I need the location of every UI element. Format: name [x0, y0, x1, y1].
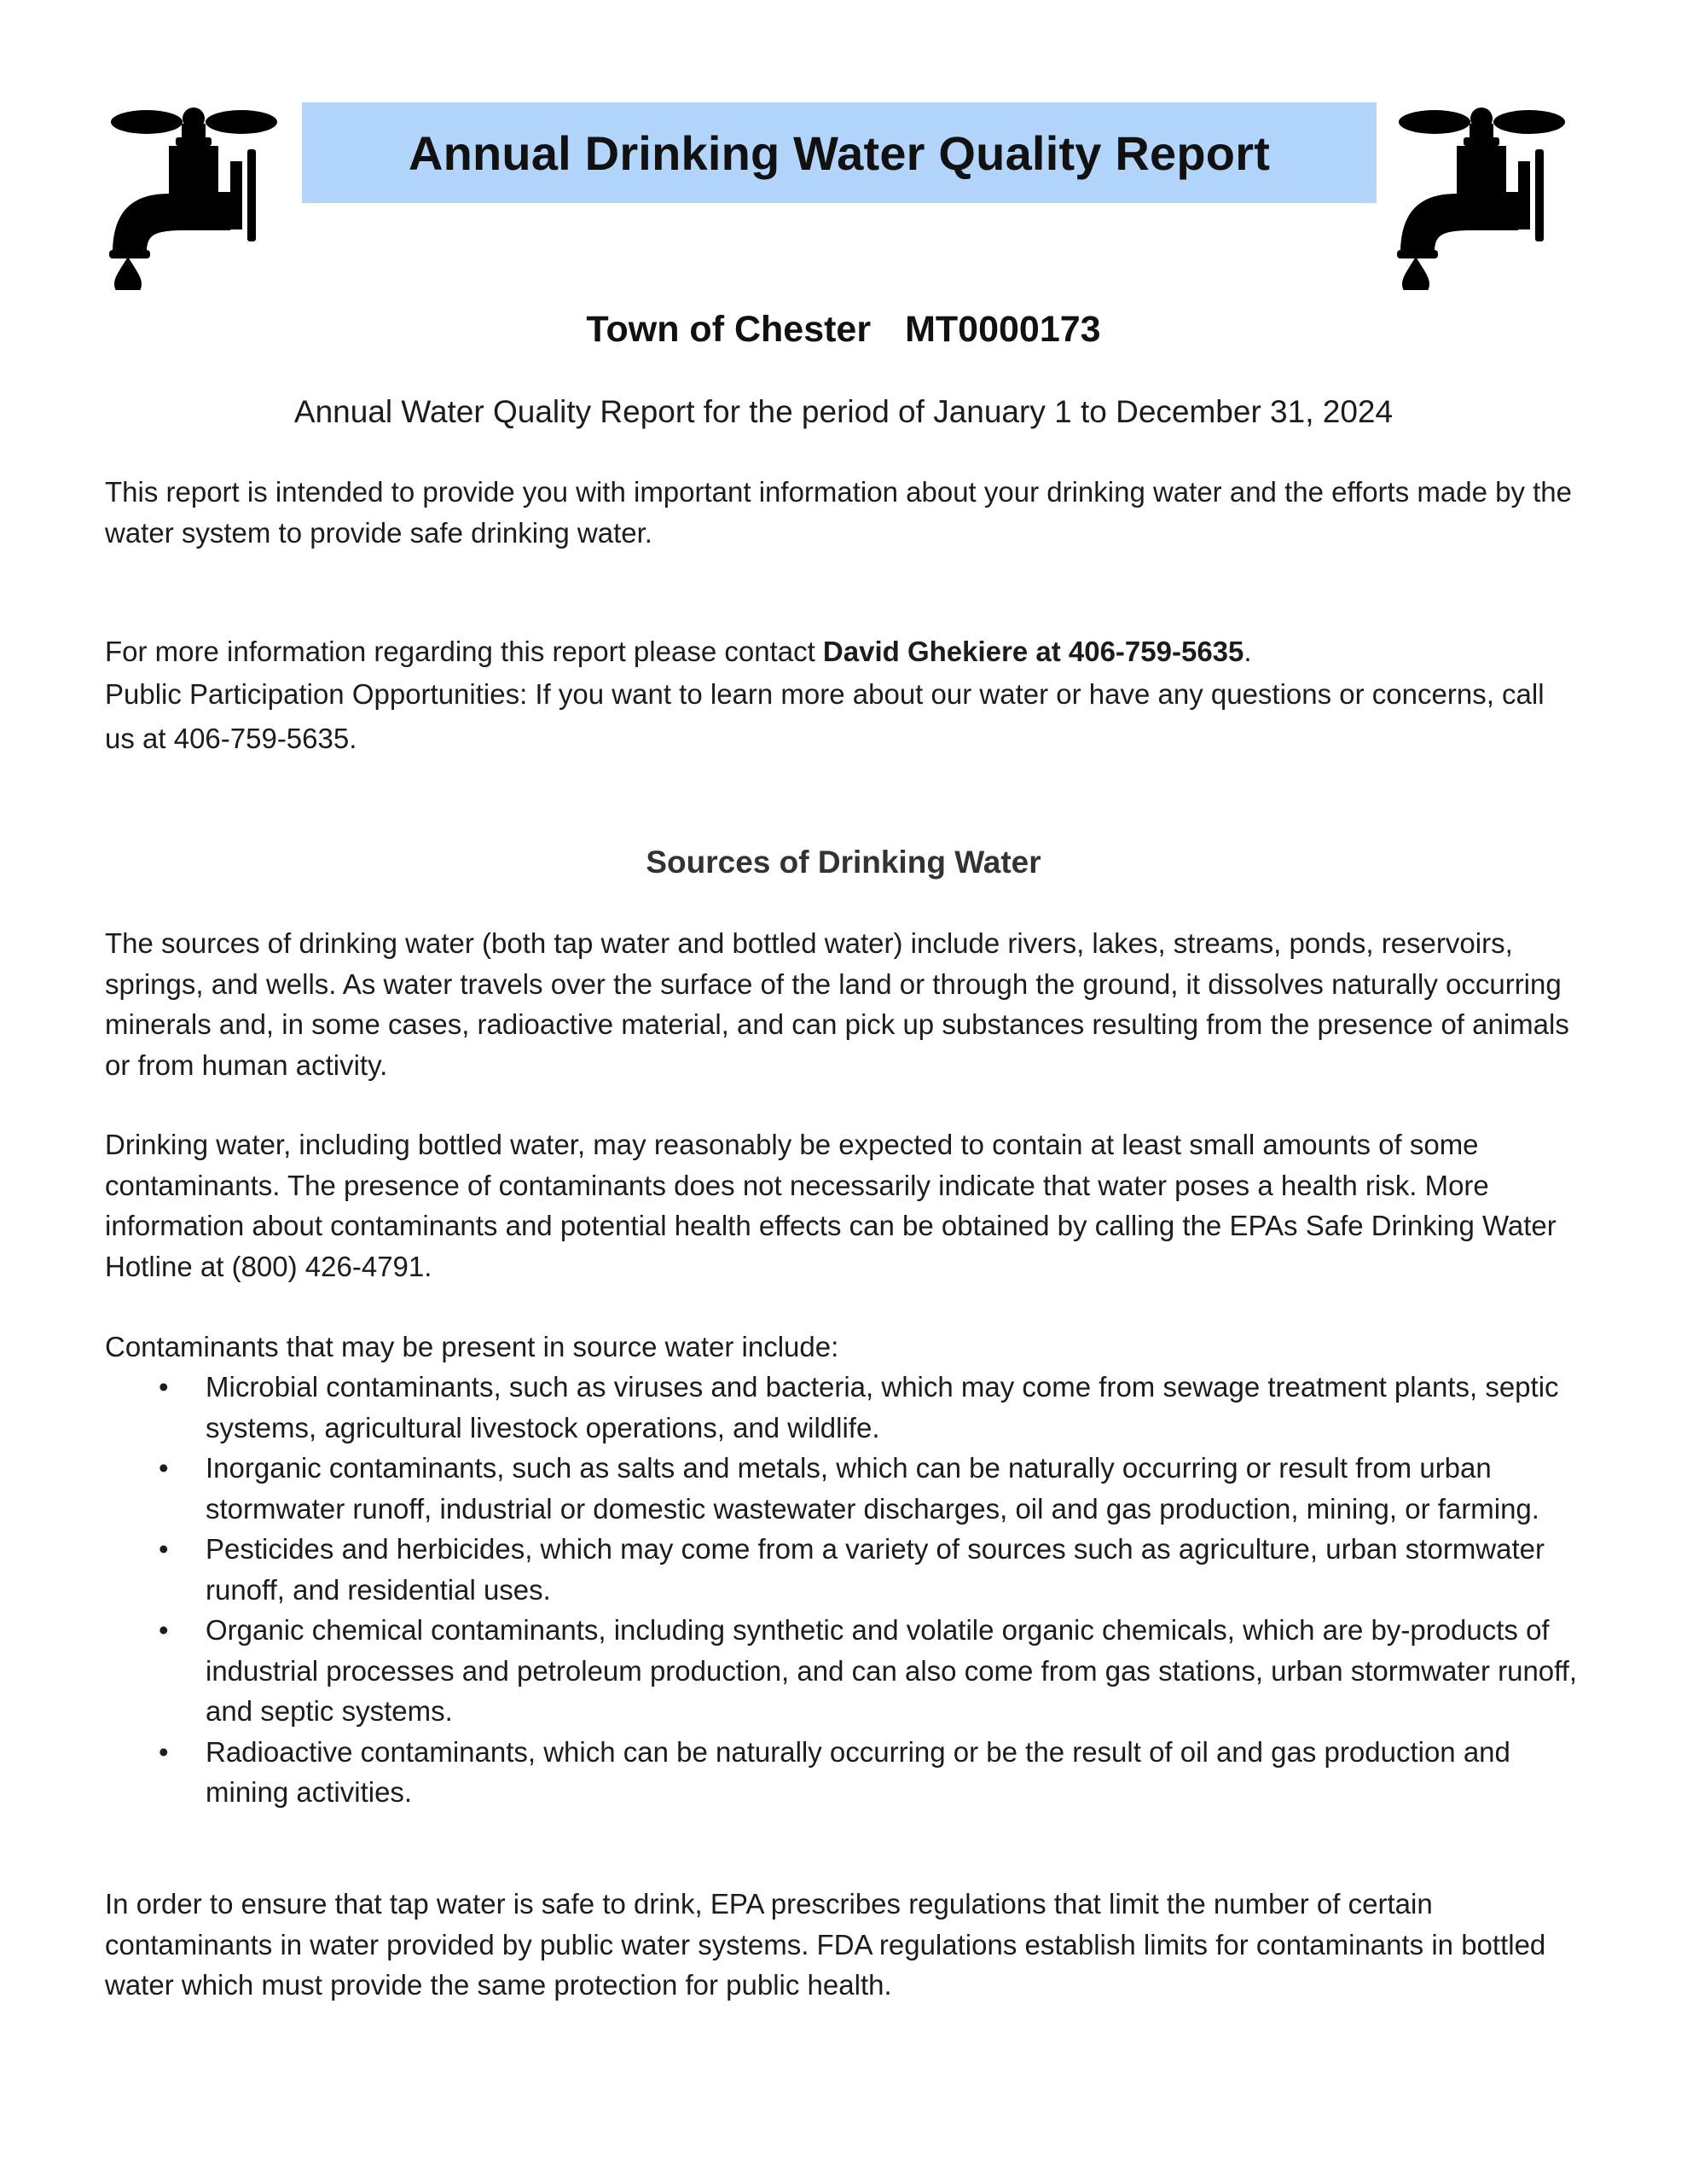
system-id: MT0000173	[905, 309, 1101, 350]
contact-prefix: For more information regarding this report please contact	[105, 636, 823, 667]
list-item-text: Organic chemical contaminants, including synthetic and volatile organic chemicals, which are by-products of industrial processes and petroleum production, and can also come from gas stations, urban stormwater runoff, and septic systems.	[206, 1614, 1578, 1727]
bullet: •	[159, 1614, 169, 1646]
list-item-text: Pesticides and herbicides, which may come from a variety of sources such as agriculture, urban stormwater runoff, and residential uses.	[206, 1533, 1545, 1606]
water-system-line	[0, 309, 1687, 351]
sources-heading: Sources of Drinking Water	[646, 845, 1041, 880]
participation-paragraph: Public Participation Opportunities: If you want to learn more about our water or have any questions or concerns, call us at 406-759-5635.	[105, 678, 1545, 754]
report-period: Annual Water Quality Report for the period of January 1 to December 31, 2024	[293, 394, 1394, 429]
contact-suffix: .	[1244, 636, 1252, 667]
report-title: Annual Drinking Water Quality Report	[408, 125, 1271, 180]
contact-paragraph	[105, 631, 1580, 672]
faucet-icon	[102, 98, 286, 290]
intro-paragraph: This report is intended to provide you with important information about your drinking water and the efforts made by the water system to provide safe drinking water.	[105, 476, 1572, 549]
list-item-text: Inorganic contaminants, such as salts and metals, which can be naturally occurring or result from urban stormwater runoff, industrial or domestic wastewater discharges, oil and gas production, mining, or farming.	[206, 1452, 1539, 1525]
bullet: •	[159, 1452, 169, 1484]
sources-paragraph-2: Drinking water, including bottled water, may reasonably be expected to contain at least small amounts of some contaminants. The presence of contaminants does not necessarily indicate that water poses a health risk. More information about contaminants and potential health effects can be obtained by calling the EPAs Safe Drinking Water Hotline at (800) 426-4791.	[105, 1129, 1557, 1282]
list-item	[105, 1610, 1589, 1732]
bullet: •	[159, 1533, 169, 1565]
list-item	[105, 1732, 1589, 1813]
contaminants-list	[105, 1367, 1589, 1813]
sources-paragraph-1: The sources of drinking water (both tap water and bottled water) include rivers, lakes, streams, ponds, reservoirs, springs, and wells. As water travels over the surface of the land or through the ground, it dissolves naturally occurring minerals and, in some cases, radioactive material, and can pick up substances resulting from the presence of animals or from human activity.	[105, 927, 1569, 1081]
faucet-icon	[1390, 98, 1574, 290]
list-item	[105, 1529, 1589, 1610]
list-item-text: Radioactive contaminants, which can be naturally occurring or be the result of oil and gas production and mining activities.	[206, 1735, 1510, 1808]
closing-paragraph: In order to ensure that tap water is safe to drink, EPA prescribes regulations that limit the number of certain contaminants in water provided by public water systems. FDA regulations establish limits for contaminants in bottled water which must provide the same protection for public health.	[105, 1888, 1546, 2001]
title-banner	[302, 102, 1377, 203]
contact-name-phone: David Ghekiere at 406-759-5635	[822, 636, 1244, 667]
list-item-text: Microbial contaminants, such as viruses and bacteria, which may come from sewage treatment plants, septic systems, agricultural livestock operations, and wildlife.	[206, 1371, 1559, 1443]
list-item	[105, 1448, 1589, 1529]
town-name: Town of Chester	[586, 309, 872, 350]
contaminants-intro: Contaminants that may be present in source water include:	[105, 1331, 839, 1362]
bullet: •	[159, 1735, 169, 1768]
bullet: •	[159, 1371, 169, 1403]
list-item	[105, 1367, 1589, 1448]
